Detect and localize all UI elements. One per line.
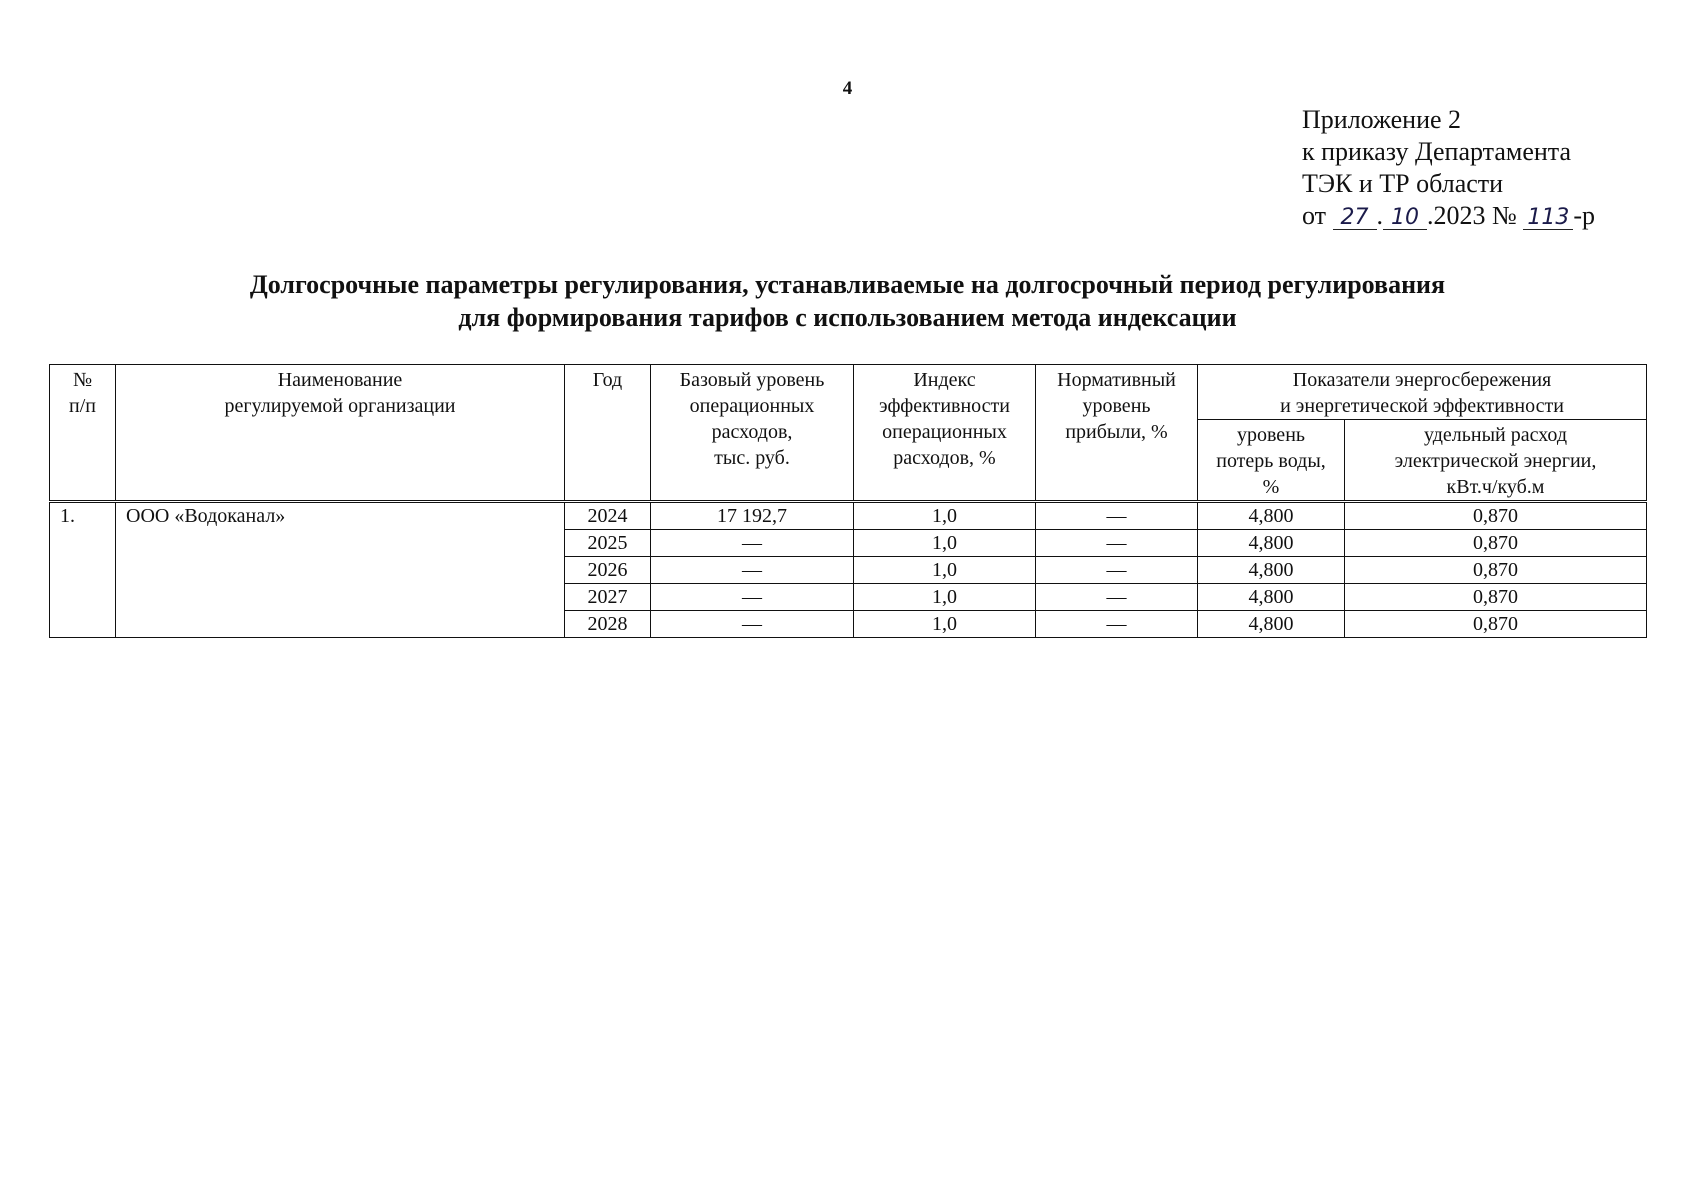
cell-org-number: 1. (50, 502, 116, 638)
header-year: Год (565, 365, 651, 502)
cell-energy-consumption: 0,870 (1345, 530, 1647, 557)
handwritten-month: 10 (1383, 207, 1427, 230)
header-energy-consumption: удельный расход электрической энергии, кВт.ч/куб.м (1345, 420, 1647, 502)
cell-base-level: — (651, 611, 854, 638)
cell-energy-consumption: 0,870 (1345, 557, 1647, 584)
cell-water-losses: 4,800 (1198, 502, 1345, 530)
cell-year: 2027 (565, 584, 651, 611)
cell-energy-consumption: 0,870 (1345, 502, 1647, 530)
cell-profit-level: — (1036, 557, 1198, 584)
cell-year: 2026 (565, 557, 651, 584)
cell-energy-consumption: 0,870 (1345, 584, 1647, 611)
cell-base-level: — (651, 530, 854, 557)
appendix-block (1302, 104, 1595, 232)
header-base-level: Базовый уровень операционных расходов, тыс. руб. (651, 365, 854, 502)
order-suffix: -р (1573, 201, 1596, 230)
header-profit-level: Нормативный уровень прибыли, % (1036, 365, 1198, 502)
cell-base-level: — (651, 557, 854, 584)
cell-profit-level: — (1036, 584, 1198, 611)
regulation-parameters-table (49, 364, 1647, 638)
appendix-line-1: Приложение 2 (1302, 105, 1462, 134)
cell-water-losses: 4,800 (1198, 557, 1345, 584)
cell-year: 2028 (565, 611, 651, 638)
cell-profit-level: — (1036, 502, 1198, 530)
cell-year: 2025 (565, 530, 651, 557)
cell-efficiency-index: 1,0 (854, 557, 1036, 584)
date-year: .2023 № (1427, 201, 1517, 230)
header-efficiency-index: Индекс эффективности операционных расходов, % (854, 365, 1036, 502)
header-organization: Наименование регулируемой организации (116, 365, 565, 502)
cell-water-losses: 4,800 (1198, 530, 1345, 557)
cell-profit-level: — (1036, 530, 1198, 557)
cell-efficiency-index: 1,0 (854, 530, 1036, 557)
handwritten-order-number: 113 (1523, 207, 1573, 230)
cell-base-level: 17 192,7 (651, 502, 854, 530)
header-water-losses: уровень потерь воды, % (1198, 420, 1345, 502)
date-prefix: от (1302, 201, 1327, 230)
handwritten-day: 27 (1333, 207, 1377, 230)
cell-water-losses: 4,800 (1198, 584, 1345, 611)
appendix-line-3: ТЭК и ТР области (1302, 169, 1504, 198)
cell-efficiency-index: 1,0 (854, 584, 1036, 611)
cell-year: 2024 (565, 502, 651, 530)
header-energy-group: Показатели энергосбережения и энергетической эффективности (1198, 365, 1647, 420)
cell-profit-level: — (1036, 611, 1198, 638)
appendix-line-2: к приказу Департамента (1302, 137, 1572, 166)
table-row (50, 502, 1647, 530)
header-number: № п/п (50, 365, 116, 502)
cell-base-level: — (651, 584, 854, 611)
cell-water-losses: 4,800 (1198, 611, 1345, 638)
cell-efficiency-index: 1,0 (854, 611, 1036, 638)
cell-energy-consumption: 0,870 (1345, 611, 1647, 638)
document-title (0, 268, 1695, 334)
appendix-date-line: от 27 . 10 .2023 № 113 -р (1302, 201, 1596, 230)
cell-efficiency-index: 1,0 (854, 502, 1036, 530)
title-line-1: Долгосрочные параметры регулирования, устанавливаемые на долгосрочный период регулирования (249, 270, 1446, 299)
cell-org-name: ООО «Водоканал» (116, 502, 565, 638)
page-number: 4 (842, 78, 853, 99)
title-line-2: для формирования тарифов с использованием метода индексации (458, 303, 1237, 332)
